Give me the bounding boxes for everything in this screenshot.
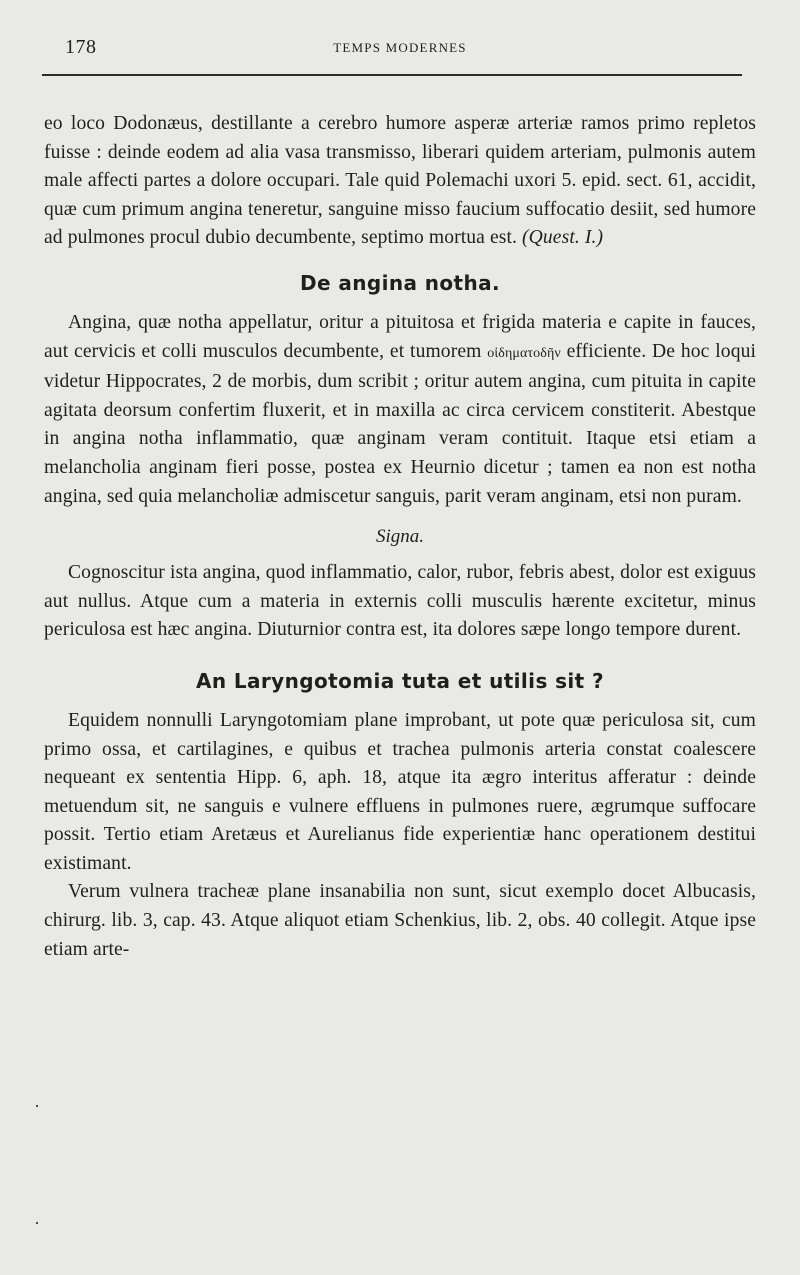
section-heading-laryngotomia: An Laryngotomia tuta et utilis sit ?	[196, 668, 604, 693]
section-laryngotomia	[44, 667, 756, 964]
page-body	[44, 110, 756, 964]
section-heading-angina-notha: De angina notha.	[299, 270, 500, 295]
laryngotomia-paragraph-2: Verum vulnera tracheæ plane insanabilia non sunt, sicut exemplo docet Albucasis, chirurg. lib. 3, cap. 43. Atque aliquot etiam Schenkius, lib. 2, obs. 40 collegit. Atque ipse etiam arte-	[44, 881, 756, 960]
intro-reference: (Quest. I.)	[522, 227, 604, 249]
intro-paragraph	[44, 110, 756, 253]
margin-dot: ·	[34, 1096, 40, 1116]
angina-notha-paragraph	[44, 309, 756, 511]
signa-paragraph: Cognoscitur ista angina, quod inflammatio, calor, rubor, febris abest, dolor est exiguus aut nullus. Atque cum a materia in externis colli musculis hærente excitetur, minus periculosa est hæc angina. Diuturnior contra est, ita dolores sæpe longo tempore durent.	[44, 562, 756, 641]
header-rule	[42, 74, 742, 76]
intro-text: eo loco Dodonæus, destillante a cerebro humore asperæ arteriæ ramos primo repletos fuisse : deinde eodem ad alia vasa transmisso, liberari quidem arteriam, pulmonis autem male affecti partes a dolore occupari. Tale quid Polemachi uxori 5. epid. sect. 61, accidit, quæ cum primum angina teneretur, sanguine misso faucium suffocatio desiit, sed humore ad pulmones procul dubio decumbente, septimo mortua est.	[44, 113, 756, 249]
margin-dot: ·	[34, 1213, 40, 1233]
running-title: TEMPS MODERNES	[333, 40, 467, 55]
page-header	[60, 30, 740, 70]
angina-notha-text-after-greek: efficiente. De hoc loqui videtur Hippocrates, 2 de morbis, dum scribit ; oritur autem angina, cum pituita in capite agitata deorsum confertim fluxerit, et in maxilla ac circa cervicem constiterit. Abestque in angina notha inflammatio, quæ anginam veram contituit. Itaque etsi etiam a melancholia anginam fieri posse, postea ex Heurnio dicetur ; tamen ea non est notha angina, sed quia melancholiæ admiscetur sanguis, parit veram anginam, etsi non puram.	[44, 340, 757, 507]
signa-subheading: Signa.	[375, 526, 425, 548]
greek-term: οἰδηματοδῆν	[487, 345, 561, 361]
page-number: 178	[65, 36, 97, 58]
angina-notha-text-before-greek: Angina, quæ notha appellatur, oritur a pituitosa et frigida materia e capite in fauces, aut cervicis et colli musculos decumbente, et tumorem	[44, 311, 756, 362]
laryngotomia-paragraph-1: Equidem nonnulli Laryngotomiam plane improbant, ut pote quæ periculosa sit, cum primo ossa, et cartilagines, e quibus et trachea pulmonis arteria constat coalescere nequeant ex sententia Hipp. 6, aph. 18, atque ita ægro interitus afferatur : deinde metuendum sit, ne sanguis e vulnere effluens in pulmones ruere, ægrumque suffocare possit. Tertio etiam Aretæus et Aurelianus fide experientiæ hanc operationem destitui existimant.	[44, 709, 756, 874]
